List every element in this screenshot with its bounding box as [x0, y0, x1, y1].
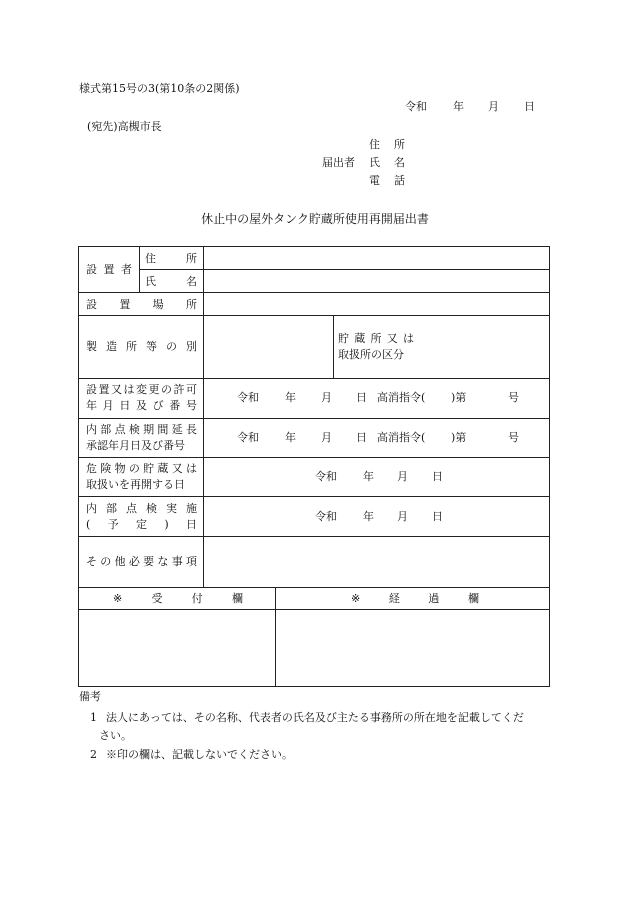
permit-value-day: 日: [356, 391, 367, 404]
inspection-value-year: 年: [363, 510, 374, 523]
permit-value-prefix: 高消指令(: [377, 391, 426, 404]
extension-label-line1: 内 部 点 検 期 間 延 長: [86, 423, 197, 436]
rule: [79, 378, 550, 379]
rule: [79, 609, 550, 610]
permit-value-number: )第: [451, 391, 467, 404]
other-label: そ の 他 必 要 な 事 項: [86, 555, 197, 568]
permit-label-line2: 年 月 日 及 び 番 号: [86, 399, 197, 412]
extension-value-day: 日: [356, 431, 367, 444]
storage-type-label-line1: 貯 蔵 所 又 は: [338, 332, 414, 345]
reception-header: ※ 受 付 欄: [113, 592, 243, 605]
addressee: (宛先)高槻市長: [87, 120, 162, 133]
rule: [79, 292, 550, 293]
installer-address-label: 住 所: [145, 252, 197, 265]
note-1-text: 法人にあっては、その名称、代表者の氏名及び主たる事務所の所在地を記載してくだ: [106, 711, 524, 724]
category-label: 製 造 所 等 の 別: [86, 340, 197, 353]
form-table: [78, 246, 550, 687]
permit-value-month: 月: [321, 391, 332, 404]
notifier-phone-label: 電 話: [369, 174, 405, 187]
installer-name-label: 氏 名: [145, 275, 197, 288]
note-2-number: 2: [90, 748, 97, 761]
permit-label-line1: 設 置 又 は 変 更 の 許 可: [86, 383, 197, 396]
extension-value-number: )第: [451, 431, 467, 444]
extension-label-line2: 承認年月日及び番号: [86, 439, 185, 452]
location-label: 設 置 場 所: [86, 298, 197, 311]
progress-header: ※ 経 過 欄: [351, 592, 479, 605]
notifier-name-label: 氏 名: [369, 156, 405, 169]
extension-value-prefix: 高消指令(: [377, 431, 426, 444]
notifier-address-label: 住 所: [369, 138, 405, 151]
extension-value-month: 月: [321, 431, 332, 444]
rule: [79, 315, 550, 316]
inspection-value-day: 日: [432, 510, 443, 523]
rule: [333, 315, 334, 378]
resume-value-year: 年: [363, 470, 374, 483]
permit-value-era: 令和: [237, 391, 259, 404]
rule: [139, 247, 140, 292]
resume-label-line1: 危 険 物 の 貯 蔵 又 は: [86, 462, 197, 475]
extension-value-era: 令和: [237, 431, 259, 444]
resume-value-era: 令和: [315, 470, 337, 483]
rule: [203, 247, 204, 587]
storage-type-label-line2: 取扱所の区分: [338, 348, 404, 361]
note-1-text-continued: さい。: [99, 729, 132, 742]
rule: [79, 496, 550, 497]
rule: [79, 457, 550, 458]
resume-label-line2: 取扱いを再開する日: [86, 478, 185, 491]
inspection-label-line2: ( 予 定 ) 日: [86, 518, 197, 531]
resume-value-day: 日: [432, 470, 443, 483]
notifier-label: 届出者: [322, 156, 355, 169]
inspection-label-line1: 内 部 点 検 実 施: [86, 502, 197, 515]
rule: [139, 269, 550, 270]
rule: [275, 587, 276, 687]
note-1-number: 1: [90, 711, 97, 724]
inspection-value-era: 令和: [315, 510, 337, 523]
notes-heading: 備考: [79, 690, 101, 703]
extension-value-suffix: 号: [508, 431, 519, 444]
inspection-value-month: 月: [397, 510, 408, 523]
resume-value-month: 月: [397, 470, 408, 483]
form-number: 様式第15号の3(第10条の2関係): [79, 82, 240, 95]
document-title: 休止中の屋外タンク貯蔵所使用再開届出書: [201, 212, 429, 226]
note-2-text: ※印の欄は、記載しないでください。: [106, 748, 293, 761]
rule: [79, 418, 550, 419]
rule: [79, 536, 550, 537]
rule: [79, 587, 550, 588]
permit-value-year: 年: [285, 391, 296, 404]
installer-label: 設 置 者: [86, 263, 132, 276]
permit-value-suffix: 号: [508, 391, 519, 404]
extension-value-year: 年: [285, 431, 296, 444]
